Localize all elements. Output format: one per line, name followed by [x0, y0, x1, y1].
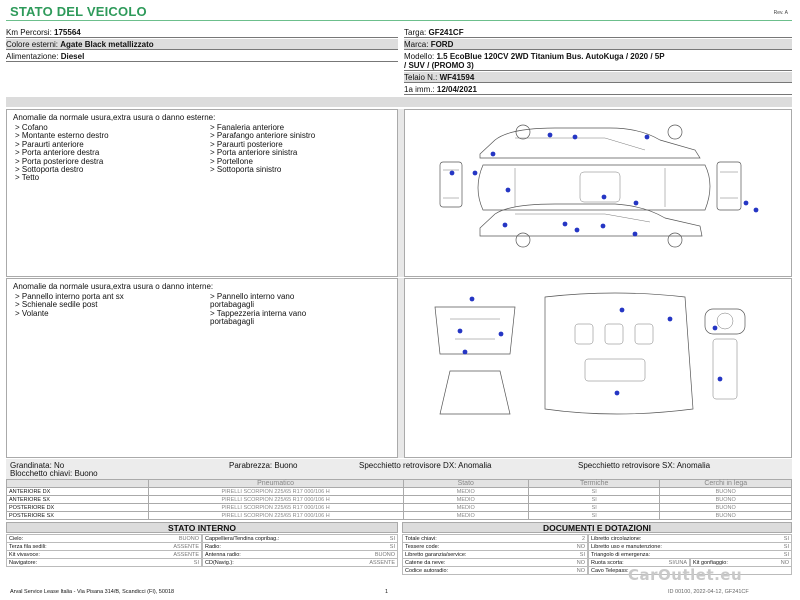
tyres-header: Termiche: [528, 480, 660, 488]
internal-damage-list-2: [210, 293, 306, 327]
tyre-stato: MEDIO: [403, 512, 528, 520]
damage-marker-dot: [620, 308, 625, 313]
revision-label: Rev. A: [773, 10, 788, 16]
tyre-model: PIRELLI SCORPION 225/65 R17 000/106 H: [148, 512, 403, 520]
internal-damage-title: Anomalie da normale usura,extra usura o danno interne:: [13, 282, 214, 291]
cell-label: Radio:: [205, 544, 221, 550]
damage-marker-dot: [499, 332, 504, 337]
external-damage-list-2: [210, 124, 315, 174]
internal-item: portabagagli: [210, 317, 255, 327]
internal-item: > Schienale sedile post: [15, 300, 98, 310]
tyres-header: Cerchi in lega: [660, 480, 792, 488]
internal-item: > Volante: [15, 308, 49, 318]
damage-marker-dot: [548, 133, 553, 138]
tyre-cerchi: BUONO: [660, 496, 792, 504]
footer-company: Arval Service Lease Italia - Via Pisana 314/B, Scandicci (FI), 50018: [10, 589, 175, 595]
tyres-table: [6, 479, 792, 520]
cell-value: SI: [579, 552, 585, 558]
damage-marker-dot: [744, 201, 749, 206]
cell-value: SI: [783, 544, 789, 550]
field-colore: [6, 39, 398, 50]
field-km-label: Km Percorsi:: [6, 28, 52, 37]
field-marca-value: FORD: [430, 40, 454, 49]
damage-marker-dot: [470, 297, 475, 302]
field-modello-value: 1.5 EcoBlue 120CV 2WD Titanium Bus. AutoKuga / 2020 / 5P: [436, 52, 665, 61]
external-item: > Portellone: [210, 156, 253, 166]
parabrezza: Parabrezza: Buono: [229, 461, 298, 470]
documenti-title: DOCUMENTI E DOTAZIONI: [402, 522, 792, 533]
cell-label: Libretto circolazione:: [591, 536, 642, 542]
cell-value: ASSENTE: [173, 552, 199, 558]
table-row: [7, 488, 792, 496]
cell-label: CD(Navig.):: [205, 560, 234, 566]
field-imm: [404, 84, 792, 95]
external-item: > Porta anteriore sinistra: [210, 148, 298, 158]
stato-interno-cell: [202, 558, 398, 567]
damage-marker-dot: [633, 232, 638, 237]
internal-damage-panel: [6, 278, 398, 458]
field-colore-label: Colore esterni:: [6, 40, 59, 49]
damage-marker-dot: [668, 317, 673, 322]
tyre-model: PIRELLI SCORPION 225/65 R17 000/106 H: [148, 496, 403, 504]
cell-value: SI: [783, 536, 789, 542]
damage-marker-dot: [634, 201, 639, 206]
car-interior-diagram: [405, 279, 793, 459]
tyre-cerchi: BUONO: [660, 504, 792, 512]
cell-label: Libretto uso e manutenzione:: [591, 544, 662, 550]
field-colore-value: Agate Black metallizzato: [60, 40, 154, 49]
field-targa-label: Targa:: [404, 28, 427, 37]
cell-value: ASSENTE: [173, 544, 199, 550]
tyres-header: Stato: [403, 480, 528, 488]
cell-value: NO: [576, 560, 585, 566]
stato-interno-cell: [6, 558, 202, 567]
damage-marker-dot: [754, 208, 759, 213]
field-km-value: 175564: [54, 28, 81, 37]
title-divider: [6, 20, 792, 21]
cell-value: SI: [783, 552, 789, 558]
field-telaio-label: Telaio N.:: [404, 73, 438, 82]
field-telaio-value: WF41594: [439, 73, 475, 82]
external-damage-title: Anomalie da normale usura,extra usura o danno esterne:: [13, 113, 216, 122]
cell-label: Terza fila sedili:: [9, 544, 47, 550]
external-item: > Fanaleria anteriore: [210, 123, 285, 132]
page-title: STATO DEL VEICOLO: [10, 4, 147, 19]
external-damage-panel: [6, 109, 398, 277]
car-exterior-diagram: [405, 110, 793, 278]
cell-label: Codice autoradio:: [405, 568, 449, 574]
cell-value: ASSENTE: [369, 560, 395, 566]
cell-label: Triangolo di emergenza:: [591, 552, 651, 558]
damage-marker-dot: [503, 223, 508, 228]
tyre-termiche: SI: [528, 488, 660, 496]
field-imm-value: 12/04/2021: [436, 85, 477, 94]
stato-interno-title: STATO INTERNO: [6, 522, 398, 533]
tyres-header-row: [7, 480, 792, 488]
blocchetto-chiavi: Blocchetto chiavi: Buono: [10, 469, 98, 478]
tyre-cerchi: BUONO: [660, 512, 792, 520]
field-telaio: [404, 72, 792, 83]
cell-label: Cielo:: [9, 536, 24, 542]
field-modello-value2: / SUV / (PROMO 3): [404, 61, 474, 70]
field-imm-label: 1a imm.:: [404, 85, 435, 94]
field-alimentazione-value: Diesel: [60, 52, 85, 61]
external-item: > Sottoporta sinistro: [210, 165, 282, 175]
tyre-position: ANTERIORE DX: [7, 488, 149, 496]
damage-marker-dot: [645, 135, 650, 140]
damage-marker-dot: [573, 135, 578, 140]
tyre-stato: MEDIO: [403, 488, 528, 496]
damage-marker-dot: [463, 350, 468, 355]
internal-item: > Pannello interno vano: [210, 292, 295, 301]
cell-value: NO: [576, 568, 585, 574]
grandinata: Grandinata: No: [10, 461, 65, 470]
table-row: [7, 496, 792, 504]
external-item: > Porta posteriore destra: [15, 156, 104, 166]
cell-label: Tessere code:: [405, 544, 440, 550]
damage-marker-dot: [718, 377, 723, 382]
damage-marker-dot: [602, 195, 607, 200]
field-modello-label: Modello:: [404, 52, 435, 61]
tyre-termiche: SI: [528, 512, 660, 520]
table-row: [7, 504, 792, 512]
footer-id: ID 00100, 2022-04-12, GF241CF: [668, 589, 749, 595]
watermark-logo: CarOutlet.eu: [628, 566, 743, 584]
field-km: [6, 27, 398, 38]
external-item: > Porta anteriore destra: [15, 148, 100, 158]
field-marca-label: Marca:: [404, 40, 429, 49]
internal-item: portabagagli: [210, 300, 255, 310]
tyre-model: PIRELLI SCORPION 225/65 R17 000/106 H: [148, 504, 403, 512]
cell-label: Kit vivavoce:: [9, 552, 40, 558]
cell-value: SI/UNA: [668, 560, 687, 566]
internal-item: > Tappezzeria interna vano: [210, 308, 307, 318]
tyre-stato: MEDIO: [403, 504, 528, 512]
tyre-stato: MEDIO: [403, 496, 528, 504]
field-alimentazione: [6, 51, 398, 62]
tyre-position: ANTERIORE SX: [7, 496, 149, 504]
external-item: > Cofano: [15, 123, 48, 132]
cell-label: Cavo Telepass:: [591, 568, 629, 574]
external-item: > Sottoporta destro: [15, 165, 84, 175]
internal-damage-list-1: [15, 293, 124, 318]
tyre-position: POSTERIORE DX: [7, 504, 149, 512]
cell-label: Libretto garanzia/service:: [405, 552, 467, 558]
damage-marker-dot: [506, 188, 511, 193]
damage-marker-dot: [473, 171, 478, 176]
table-row: [7, 512, 792, 520]
section-separator: [6, 97, 792, 107]
cell-label: Cappelliera/Tendina copribag.:: [205, 536, 280, 542]
external-item: > Tetto: [15, 173, 40, 183]
cell-value: BUONO: [178, 536, 199, 542]
documenti-cell: [402, 566, 588, 575]
tyres-header: Pneumatico: [148, 480, 403, 488]
field-marca: [404, 39, 792, 50]
internal-item: > Pannello interno porta ant sx: [15, 292, 124, 301]
damage-marker-dot: [491, 152, 496, 157]
damage-marker-dot: [450, 171, 455, 176]
cell-value: 2: [581, 536, 585, 542]
damage-marker-dot: [575, 228, 580, 233]
cell-value: NO: [576, 544, 585, 550]
cell-value: SI: [389, 544, 395, 550]
cell-value: BUONO: [374, 552, 395, 558]
damage-marker-dot: [563, 222, 568, 227]
specchietto-dx: Specchietto retrovisore DX: Anomalia: [359, 461, 492, 470]
specchietto-sx: Specchietto retrovisore SX: Anomalia: [578, 461, 711, 470]
external-damage-list-1: [15, 124, 109, 183]
damage-marker-dot: [458, 329, 463, 334]
tyre-termiche: SI: [528, 504, 660, 512]
cell-value: NO: [780, 560, 789, 566]
tyre-model: PIRELLI SCORPION 225/65 R17 000/106 H: [148, 488, 403, 496]
damage-marker-dot: [601, 224, 606, 229]
cell-value: SI: [389, 536, 395, 542]
cell-label: Navigatore:: [9, 560, 38, 566]
field-alimentazione-label: Alimentazione:: [6, 52, 59, 61]
tyre-cerchi: BUONO: [660, 488, 792, 496]
cell-label: Kit gonfiaggio:: [693, 560, 728, 566]
cell-label: Totale chiavi:: [405, 536, 437, 542]
tyre-position: POSTERIORE SX: [7, 512, 149, 520]
cell-label: Ruota scorta:: [591, 560, 624, 566]
field-targa: [404, 27, 792, 38]
external-diagram-panel: [404, 109, 792, 277]
external-item: > Paraurti posteriore: [210, 139, 283, 149]
tyre-termiche: SI: [528, 496, 660, 504]
cell-label: Antenna radio:: [205, 552, 241, 558]
tyres-header: [7, 480, 149, 488]
external-item: > Paraurti anteriore: [15, 139, 84, 149]
footer-page: 1: [385, 589, 389, 595]
field-targa-value: GF241CF: [428, 28, 464, 37]
internal-diagram-panel: [404, 278, 792, 458]
damage-marker-dot: [615, 391, 620, 396]
damage-marker-dot: [713, 326, 718, 331]
cell-value: SI: [193, 560, 199, 566]
external-item: > Parafango anteriore sinistro: [210, 131, 316, 141]
field-modello-cont: [404, 60, 792, 71]
external-item: > Montante esterno destro: [15, 131, 109, 141]
cell-label: Catene da neve:: [405, 560, 446, 566]
